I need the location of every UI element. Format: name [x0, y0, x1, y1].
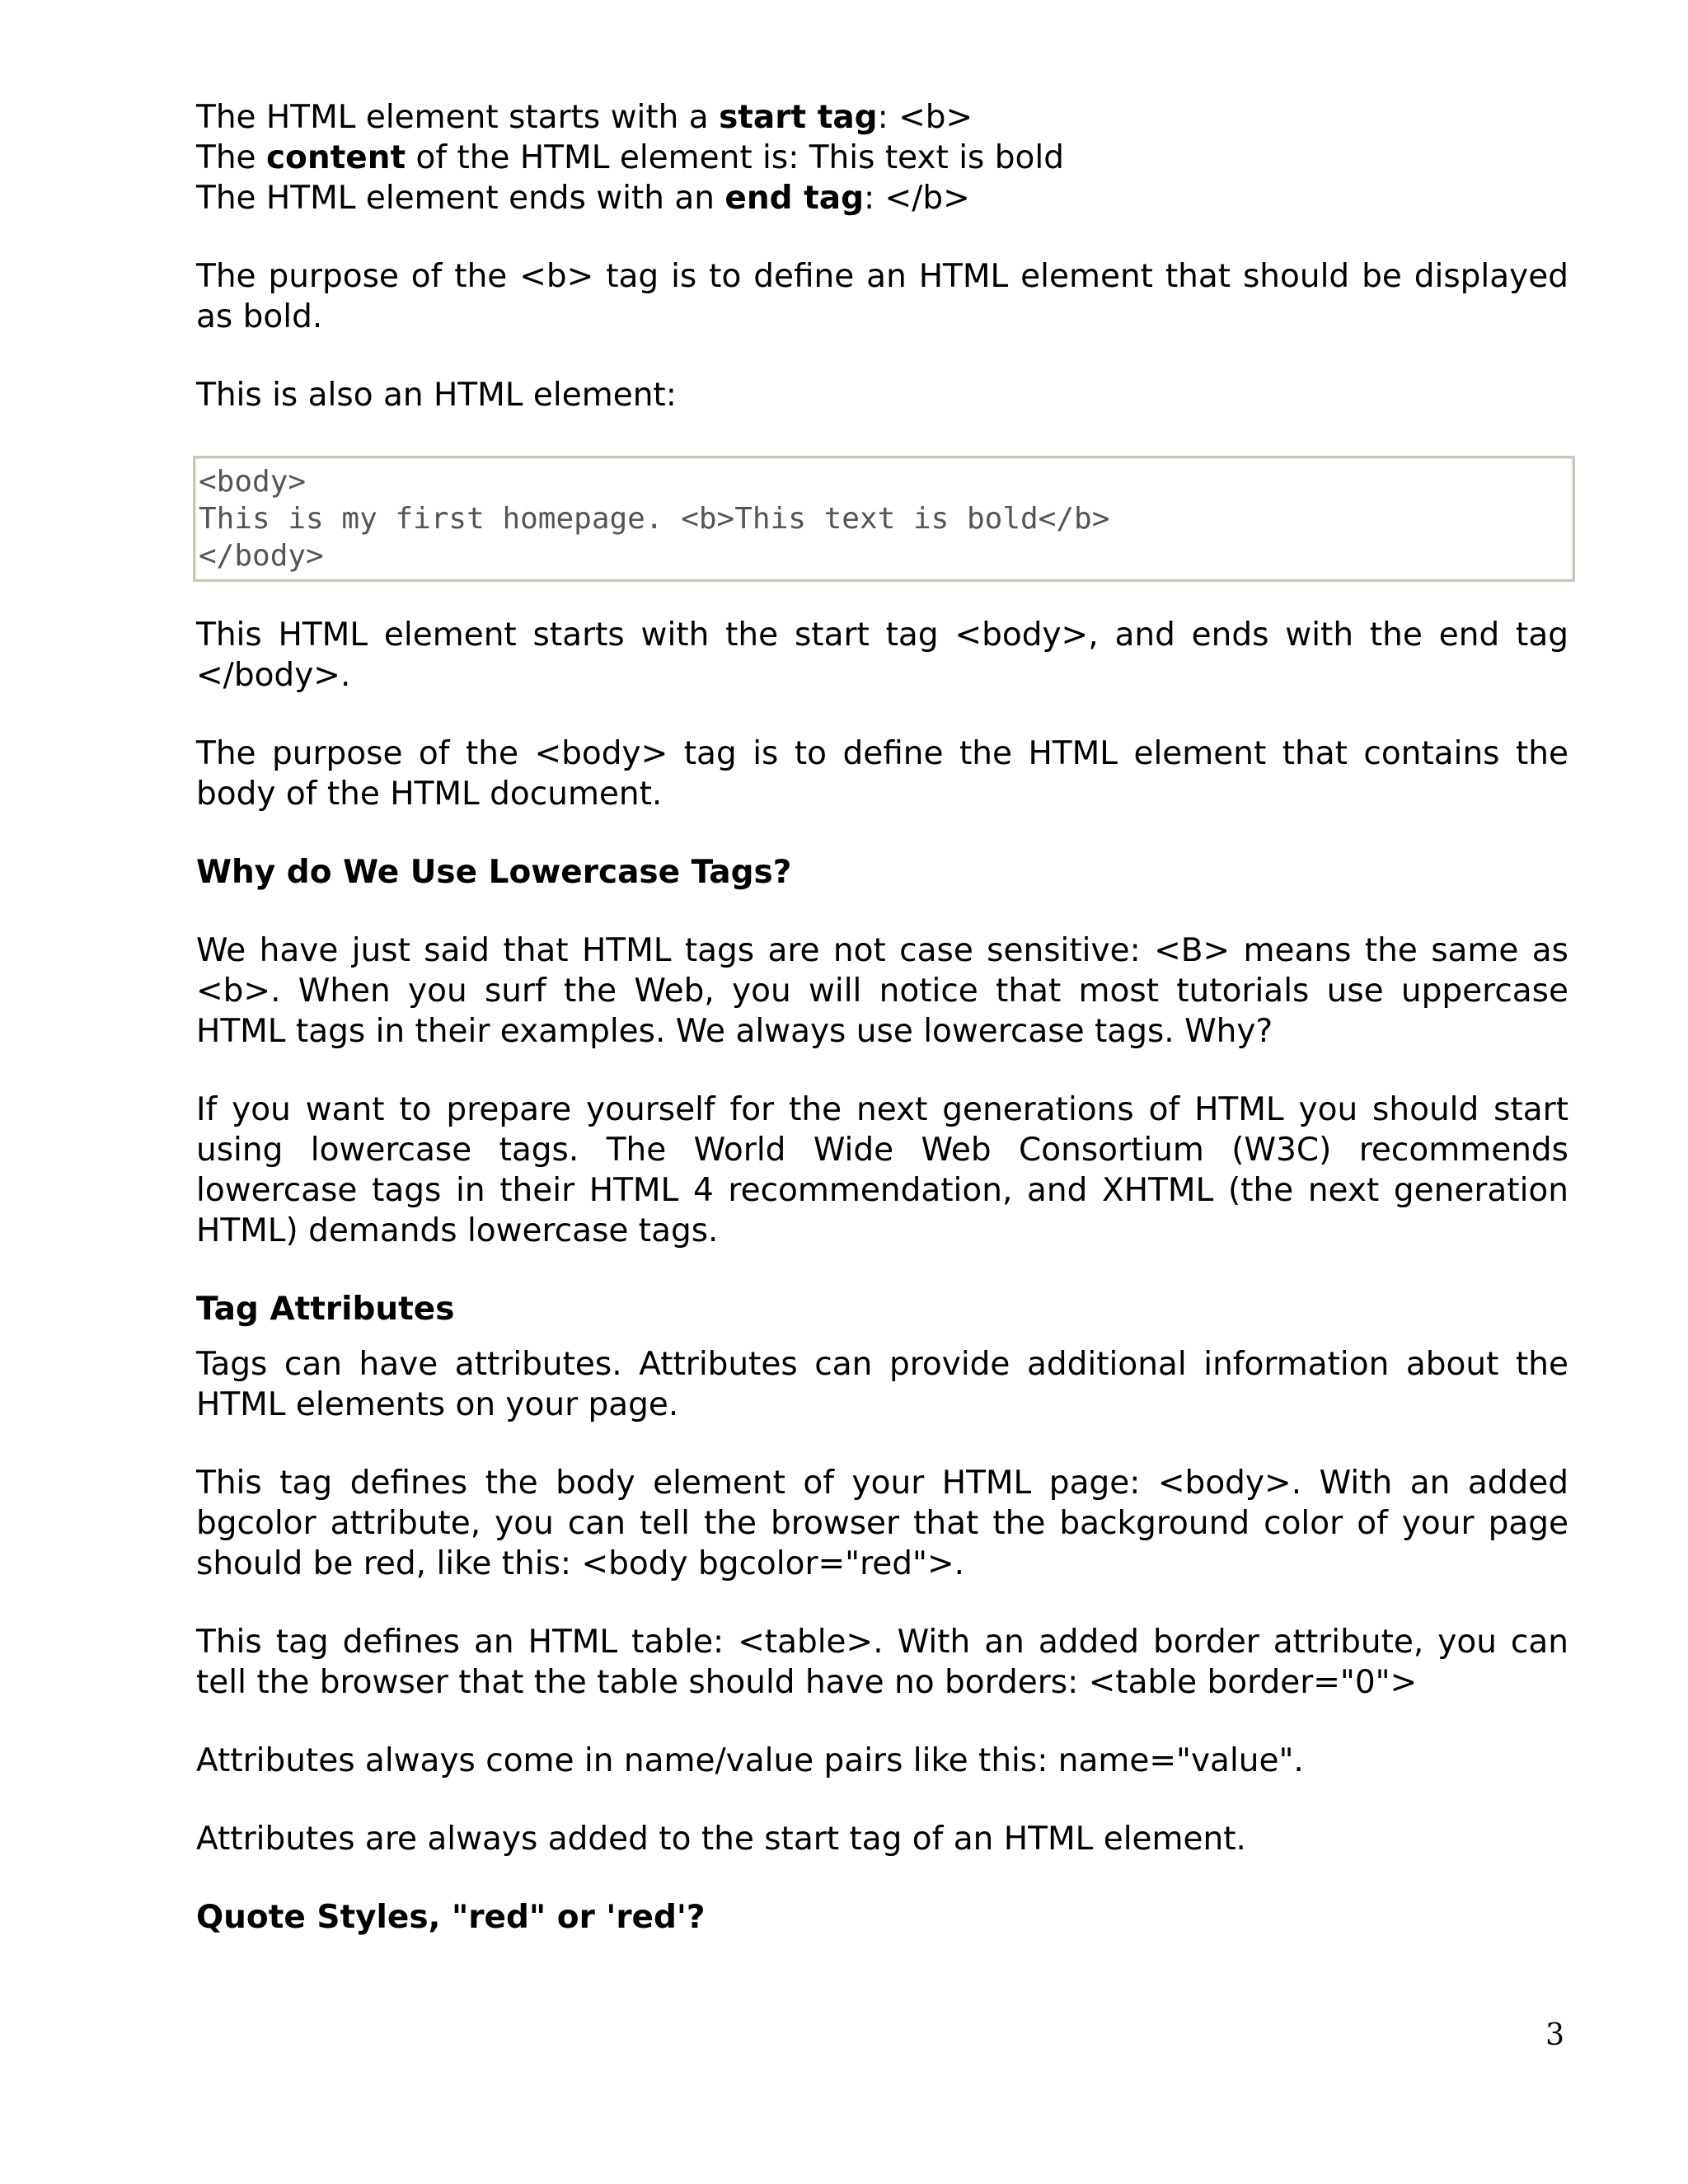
purpose-b-paragraph: The purpose of the <b> tag is to define an HTML element that should be displayed as bold. — [196, 258, 1568, 335]
intro-line-content — [196, 138, 1568, 178]
attributes-paragraph-3: This tag defines an HTML table: <table>. With an added border attribute, you can tell the browser that the table should have no borders: <table border="0"> — [196, 1624, 1568, 1701]
intro-line-2-bold: content — [265, 139, 406, 176]
code-line-1: <body> — [199, 465, 307, 499]
attributes-paragraph-2: This tag defines the body element of your HTML page: <body>. With an added bgcolor attribute, you can tell the browser that the background color of your page should be red, like this: <body bgcolor="red">. — [196, 1465, 1568, 1582]
code-example-box — [193, 456, 1575, 582]
intro-line-end-tag — [196, 178, 1568, 218]
intro-line-1-text: The HTML element starts with a — [196, 99, 720, 136]
lowercase-paragraph-1: We have just said that HTML tags are not case sensitive: <B> means the same as <b>. When you surf the Web, you will notice that most tutorials use uppercase HTML tags in their examples. We always use lowercase tags. Why? — [196, 932, 1568, 1050]
purpose-body-paragraph: The purpose of the <body> tag is to define the HTML element that contains the body of the HTML document. — [196, 735, 1568, 813]
page-number: 3 — [1545, 2018, 1564, 2052]
attributes-paragraph-1: Tags can have attributes. Attributes can provide additional information about the HTML elements on your page. — [196, 1346, 1568, 1423]
intro-line-3-text: The HTML element ends with an — [196, 180, 725, 217]
intro-line-1-tail: : <b> — [877, 99, 973, 136]
attributes-heading: Tag Attributes — [196, 1291, 455, 1328]
lowercase-heading: Why do We Use Lowercase Tags? — [196, 854, 792, 891]
intro-line-3-bold: end tag — [724, 180, 864, 217]
code-line-2: This is my first homepage. <b>This text is bold</b> — [199, 502, 1110, 536]
intro-line-2-text: The — [196, 139, 266, 176]
intro-line-3-tail: : </b> — [864, 180, 970, 217]
attributes-paragraph-4: Attributes always come in name/value pairs like this: name="value". — [196, 1742, 1304, 1779]
also-element-paragraph: This is also an HTML element: — [196, 377, 677, 414]
intro-line-2-tail: of the HTML element is: This text is bold — [406, 139, 1064, 176]
lowercase-paragraph-2: If you want to prepare yourself for the next generations of HTML you should start using lowercase tags. The World Wide Web Consortium (W3C) recommends lowercase tags in their HTML 4 recommendation, and XHTML (the next generation HTML) demands lowercase tags. — [196, 1091, 1568, 1249]
document-page — [196, 97, 1568, 1938]
code-line-3: </body> — [199, 539, 324, 573]
quote-styles-heading: Quote Styles, "red" or 'red'? — [196, 1899, 706, 1936]
intro-line-1-bold: start tag — [719, 99, 878, 136]
intro-paragraph — [196, 97, 1568, 218]
attributes-paragraph-5: Attributes are always added to the start tag of an HTML element. — [196, 1821, 1246, 1858]
body-starts-paragraph: This HTML element starts with the start tag <body>, and ends with the end tag </body>. — [196, 616, 1568, 694]
intro-line-start-tag — [196, 97, 1568, 138]
